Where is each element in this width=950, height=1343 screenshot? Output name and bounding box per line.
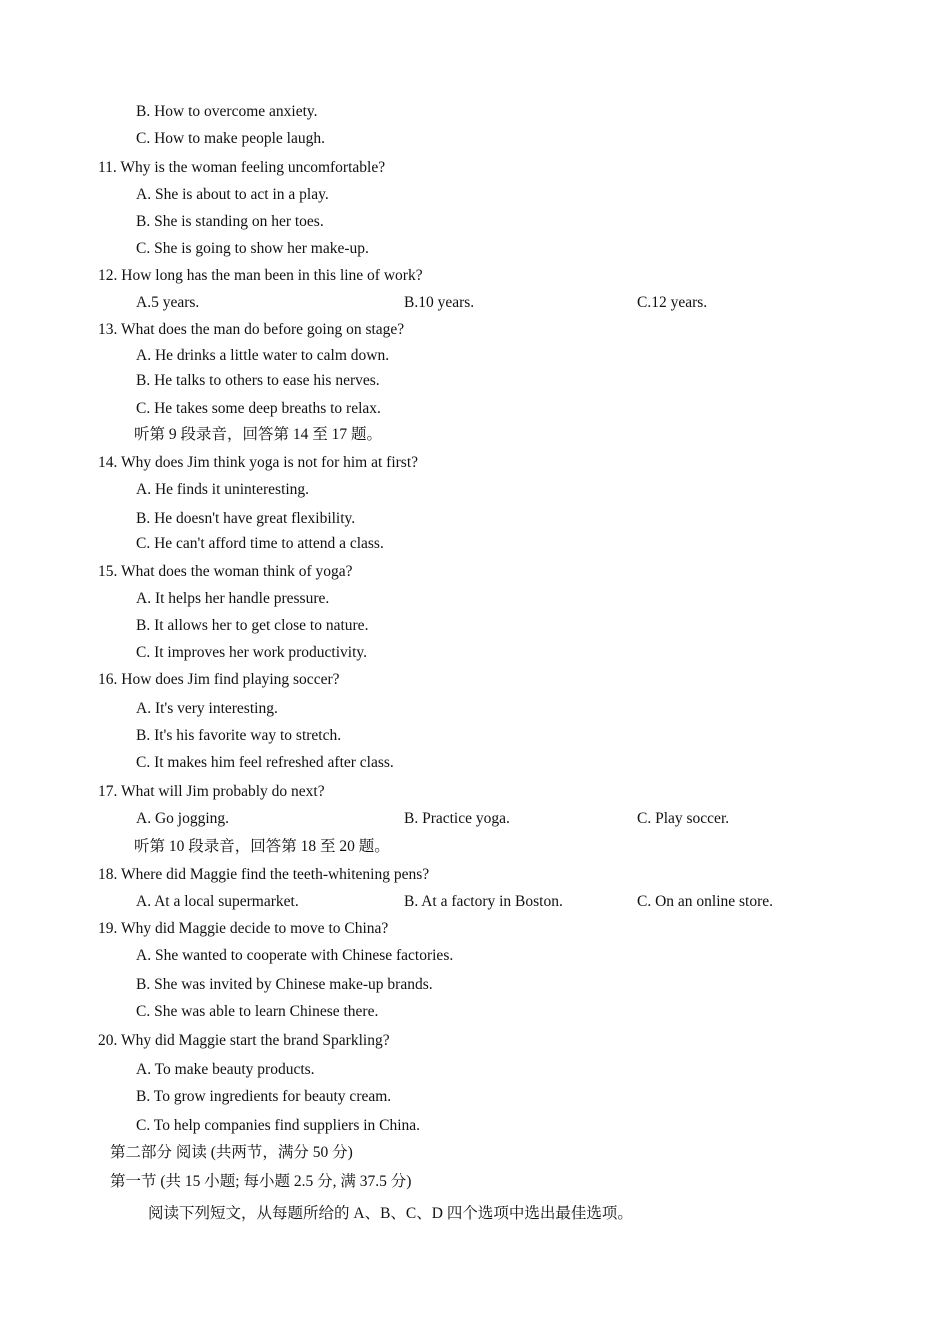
question-15: 15. What does the woman think of yoga? <box>98 563 353 580</box>
question-17: 17. What will Jim probably do next? <box>98 783 325 800</box>
option-14a: A. He finds it uninteresting. <box>136 481 310 498</box>
option-16c: C. It makes him feel refreshed after class. <box>136 754 394 771</box>
section-one-heading: 第一节 (共 15 小题; 每小题 2.5 分, 满 37.5 分) <box>110 1173 412 1190</box>
option-13c: C. He takes some deep breaths to relax. <box>136 400 381 417</box>
option-18a: A. At a local supermarket. <box>136 893 299 910</box>
part-two-heading: 第二部分 阅读 (共两节，满分 50 分) <box>110 1144 353 1161</box>
option-19b: B. She was invited by Chinese make-up brands. <box>136 976 433 993</box>
option-12a: A.5 years. <box>136 294 200 311</box>
option-14b: B. He doesn't have great flexibility. <box>136 510 356 527</box>
reading-instruction: 阅读下列短文，从每题所给的 A、B、C、D 四个选项中选出最佳选项。 <box>148 1205 633 1222</box>
question-16: 16. How does Jim find playing soccer? <box>98 671 340 688</box>
option-16a: A. It's very interesting. <box>136 700 278 717</box>
option-13b: B. He talks to others to ease his nerves. <box>136 372 380 389</box>
section-instruction-9: 听第 9 段录音，回答第 14 至 17 题。 <box>134 426 383 443</box>
option-15a: A. It helps her handle pressure. <box>136 590 330 607</box>
question-18: 18. Where did Maggie find the teeth-whitening pens? <box>98 866 430 883</box>
option-19a: A. She wanted to cooperate with Chinese factories. <box>136 947 454 964</box>
option-18b: B. At a factory in Boston. <box>404 893 563 910</box>
question-19: 19. Why did Maggie decide to move to China? <box>98 920 389 937</box>
option-16b: B. It's his favorite way to stretch. <box>136 727 342 744</box>
question-13: 13. What does the man do before going on stage? <box>98 321 405 338</box>
option-11b: B. She is standing on her toes. <box>136 213 324 230</box>
option-20c: C. To help companies find suppliers in China. <box>136 1117 421 1134</box>
option-12b: B.10 years. <box>404 294 475 311</box>
option-15b: B. It allows her to get close to nature. <box>136 617 369 634</box>
option-15c: C. It improves her work productivity. <box>136 644 368 661</box>
option-12c: C.12 years. <box>637 294 708 311</box>
option-14c: C. He can't afford time to attend a class. <box>136 535 384 552</box>
option-10c: C. How to make people laugh. <box>136 130 325 147</box>
option-13a: A. He drinks a little water to calm down. <box>136 347 390 364</box>
question-11: 11. Why is the woman feeling uncomfortable? <box>98 159 386 176</box>
option-17c: C. Play soccer. <box>637 810 730 827</box>
option-17b: B. Practice yoga. <box>404 810 510 827</box>
question-20: 20. Why did Maggie start the brand Sparkling? <box>98 1032 390 1049</box>
option-18c: C. On an online store. <box>637 893 774 910</box>
question-12: 12. How long has the man been in this line of work? <box>98 267 423 284</box>
option-20a: A. To make beauty products. <box>136 1061 315 1078</box>
option-10b: B. How to overcome anxiety. <box>136 103 318 120</box>
option-11a: A. She is about to act in a play. <box>136 186 329 203</box>
section-instruction-10: 听第 10 段录音，回答第 18 至 20 题。 <box>134 838 390 855</box>
option-17a: A. Go jogging. <box>136 810 229 827</box>
option-11c: C. She is going to show her make-up. <box>136 240 369 257</box>
option-20b: B. To grow ingredients for beauty cream. <box>136 1088 392 1105</box>
question-14: 14. Why does Jim think yoga is not for him at first? <box>98 454 419 471</box>
option-19c: C. She was able to learn Chinese there. <box>136 1003 379 1020</box>
